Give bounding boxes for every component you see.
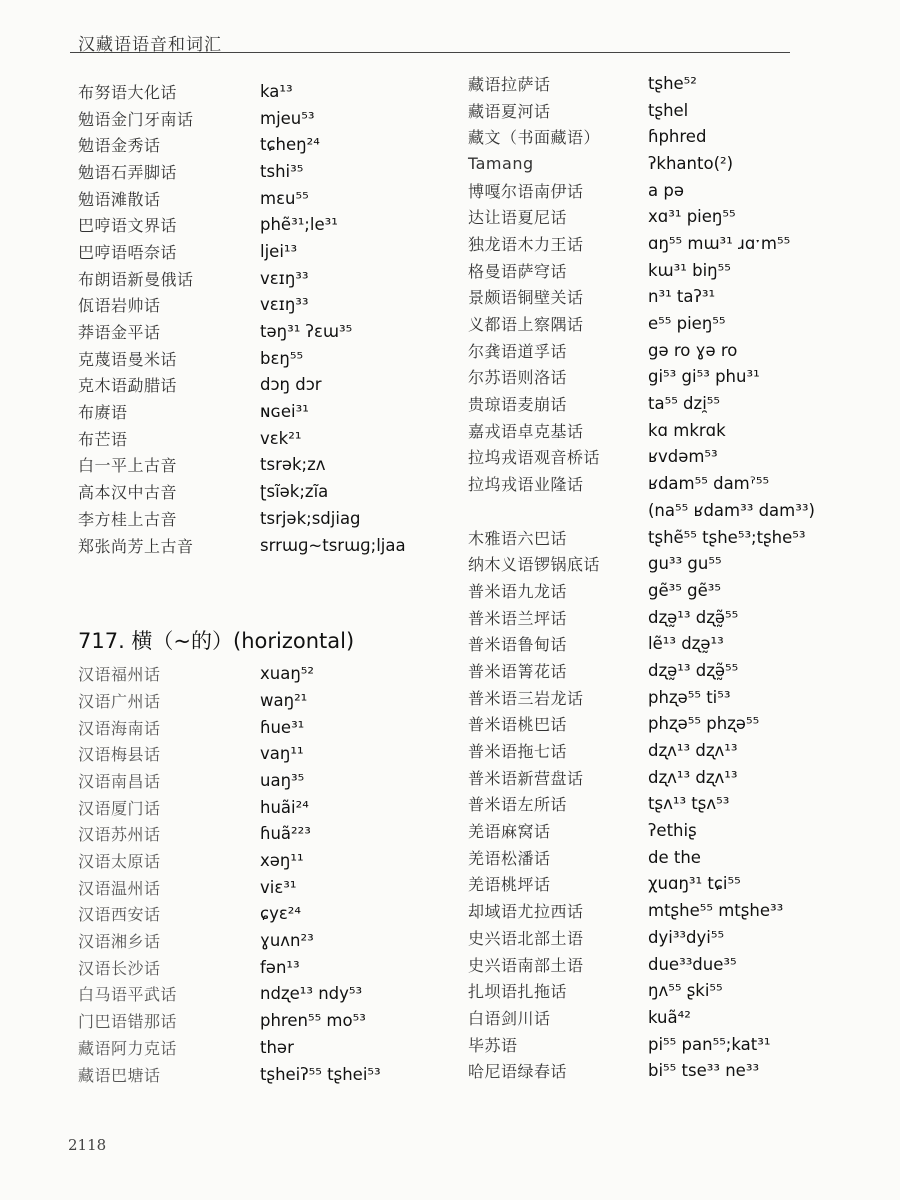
phonetic-form: de the bbox=[648, 847, 701, 867]
phonetic-form: vaŋ¹¹ bbox=[260, 744, 304, 764]
phonetic-form: ɑŋ⁵⁵ mɯ³¹ ɹɑˑm⁵⁵ bbox=[648, 233, 791, 253]
language-name: 普米语箐花话 bbox=[468, 661, 568, 681]
entry-list-right bbox=[468, 70, 868, 1084]
language-name: 勉语金秀话 bbox=[78, 136, 161, 156]
entry-row bbox=[78, 1061, 448, 1088]
language-name: 佤语岩帅话 bbox=[78, 296, 161, 316]
phonetic-form: ʁvdəm⁵³ bbox=[648, 447, 718, 467]
phonetic-form: kɯ³¹ biŋ⁵⁵ bbox=[648, 260, 731, 280]
entry-row bbox=[468, 764, 868, 791]
language-name: 拉坞戎语观音桥话 bbox=[468, 448, 601, 468]
entry-row bbox=[78, 660, 448, 687]
entry-row bbox=[78, 740, 448, 767]
header-rule bbox=[70, 52, 790, 53]
phonetic-form: ka¹³ bbox=[260, 81, 293, 101]
entry-row bbox=[78, 901, 448, 928]
language-name: 汉语厦门话 bbox=[78, 798, 161, 818]
phonetic-form: lẽ¹³ dʐə̰¹³ bbox=[648, 634, 724, 654]
phonetic-form: tsrək;zʌ bbox=[260, 455, 326, 475]
entry-row bbox=[78, 981, 448, 1008]
entry-row bbox=[468, 1057, 868, 1084]
phonetic-form: ʔethiʂ bbox=[648, 821, 697, 841]
entry-row bbox=[468, 257, 868, 284]
language-name: 门巴语错那话 bbox=[78, 1012, 178, 1032]
language-name: 却域语尤拉西话 bbox=[468, 902, 584, 922]
language-name: 格曼语萨穹话 bbox=[468, 261, 568, 281]
phonetic-form: tsrjək;sdjiag bbox=[260, 508, 361, 528]
phonetic-form: xuaŋ⁵² bbox=[260, 664, 315, 684]
entry-row bbox=[468, 711, 868, 738]
language-name: 普米语鲁甸话 bbox=[468, 635, 568, 655]
entry-row bbox=[78, 927, 448, 954]
language-name: Tamang bbox=[468, 153, 534, 173]
phonetic-form: (na⁵⁵ ʁdam³³ dam³³) bbox=[648, 500, 815, 520]
phonetic-form: ɦuã²²³ bbox=[260, 824, 311, 844]
entry-row bbox=[78, 158, 448, 185]
entry-row bbox=[78, 1007, 448, 1034]
phonetic-form: a pə bbox=[648, 180, 684, 200]
entry-row bbox=[468, 791, 868, 818]
phonetic-form: tɕheŋ²⁴ bbox=[260, 135, 320, 155]
phonetic-form: bi⁵⁵ tse³³ ne³³ bbox=[648, 1061, 760, 1081]
phonetic-form: ɦue³¹ bbox=[260, 717, 305, 737]
language-name: 莽语金平话 bbox=[78, 323, 161, 343]
phonetic-form: təŋ³¹ ʔɛɯ³⁵ bbox=[260, 322, 353, 342]
language-name: 藏语阿力克话 bbox=[78, 1038, 178, 1058]
phonetic-form: tʂhel bbox=[648, 100, 689, 120]
language-name: 高本汉中古音 bbox=[78, 483, 178, 503]
phonetic-form: viɛ³¹ bbox=[260, 877, 297, 897]
language-name: 巴哼语文界话 bbox=[78, 216, 178, 236]
language-name: 克木语勐腊话 bbox=[78, 376, 178, 396]
phonetic-form: dʐə̰¹³ dʐə̰̃⁵⁵ bbox=[648, 660, 739, 680]
entry-row bbox=[468, 364, 868, 391]
phonetic-form: kɑ mkrɑk bbox=[648, 420, 726, 440]
phonetic-form: dyi³³dyi⁵⁵ bbox=[648, 927, 725, 947]
language-name: 普米语左所话 bbox=[468, 795, 568, 815]
language-name: 勉语金门牙南话 bbox=[78, 109, 194, 129]
language-name: 尔苏语则洛话 bbox=[468, 368, 568, 388]
language-name: 史兴语北部土语 bbox=[468, 928, 584, 948]
language-name: 白语剑川话 bbox=[468, 1008, 551, 1028]
entry-row bbox=[78, 452, 448, 479]
phonetic-form: ɕyɛ²⁴ bbox=[260, 904, 301, 924]
section-spacer bbox=[78, 558, 448, 620]
phonetic-form: fən¹³ bbox=[260, 957, 300, 977]
language-name: 汉语南昌话 bbox=[78, 771, 161, 791]
entry-row bbox=[78, 238, 448, 265]
language-name: 普米语新营盘话 bbox=[468, 768, 584, 788]
entry-row bbox=[78, 292, 448, 319]
language-name: 尔龚语道孚话 bbox=[468, 341, 568, 361]
language-name: 拉坞戎语业隆话 bbox=[468, 475, 584, 495]
entry-row bbox=[468, 524, 868, 551]
phonetic-form: tʂhe⁵² bbox=[648, 73, 697, 93]
phonetic-form: srrɯɡ~tsrɯɡ;ljaa bbox=[260, 535, 406, 555]
entry-row bbox=[468, 1004, 868, 1031]
entry-row bbox=[468, 737, 868, 764]
phonetic-form: gẽ³⁵ gẽ³⁵ bbox=[648, 580, 721, 600]
phonetic-form: gu³³ gu⁵⁵ bbox=[648, 554, 722, 574]
entry-row bbox=[468, 470, 868, 497]
phonetic-form: mɛu⁵⁵ bbox=[260, 188, 309, 208]
entry-row bbox=[78, 425, 448, 452]
entry-row bbox=[468, 897, 868, 924]
entry-row bbox=[468, 497, 868, 524]
phonetic-form: ŋʌ⁵⁵ ʂki⁵⁵ bbox=[648, 981, 723, 1001]
phonetic-form: ɴɢei³¹ bbox=[260, 402, 309, 422]
entry-row bbox=[468, 977, 868, 1004]
phonetic-form: mjeu⁵³ bbox=[260, 108, 315, 128]
language-name: 扎坝语扎拖话 bbox=[468, 982, 568, 1002]
language-name: 普米语兰坪话 bbox=[468, 608, 568, 628]
language-name: 贵琼语麦崩话 bbox=[468, 395, 568, 415]
phonetic-form: xəŋ¹¹ bbox=[260, 851, 304, 871]
entry-list-horizontal bbox=[78, 660, 448, 1087]
phonetic-form: due³³due³⁵ bbox=[648, 954, 737, 974]
entry-row bbox=[468, 230, 868, 257]
language-name: 羌语桃坪话 bbox=[468, 875, 551, 895]
phonetic-form: dʐʌ¹³ dʐʌ¹³ bbox=[648, 741, 738, 761]
language-name: 布朗语新曼俄话 bbox=[78, 269, 194, 289]
entry-row bbox=[78, 505, 448, 532]
language-name: 普米语九龙话 bbox=[468, 581, 568, 601]
entry-row bbox=[468, 284, 868, 311]
phonetic-form: ta⁵⁵ dzi̯⁵⁵ bbox=[648, 394, 721, 414]
entry-row bbox=[78, 847, 448, 874]
phonetic-form: ɣuʌn²³ bbox=[260, 931, 314, 951]
running-header: 汉藏语语音和词汇 bbox=[78, 35, 222, 55]
language-name: 汉语苏州话 bbox=[78, 825, 161, 845]
language-name: 巴哼语唔奈话 bbox=[78, 242, 178, 262]
phonetic-form: tʂheiʔ⁵⁵ tʂhei⁵³ bbox=[260, 1064, 381, 1084]
language-name: 羌语麻窝话 bbox=[468, 822, 551, 842]
language-name: 羌语松潘话 bbox=[468, 848, 551, 868]
entry-row bbox=[468, 390, 868, 417]
language-name: 李方桂上古音 bbox=[78, 509, 178, 529]
entry-row bbox=[78, 687, 448, 714]
phonetic-form: tshi³⁵ bbox=[260, 161, 304, 181]
language-name: 克蔑语曼米话 bbox=[78, 349, 178, 369]
entry-row bbox=[78, 532, 448, 559]
phonetic-form: mtʂhe⁵⁵ mtʂhe³³ bbox=[648, 901, 784, 921]
language-name: 布芒语 bbox=[78, 429, 128, 449]
phonetic-form: ʁdam⁵⁵ damˀ⁵⁵ bbox=[648, 474, 770, 494]
phonetic-form: bɛŋ⁵⁵ bbox=[260, 348, 304, 368]
phonetic-form: ljei¹³ bbox=[260, 241, 298, 261]
entry-row bbox=[468, 684, 868, 711]
entry-row bbox=[468, 657, 868, 684]
entry-row bbox=[468, 444, 868, 471]
phonetic-form: gə ro ɣə ro bbox=[648, 340, 738, 360]
phonetic-form: n³¹ taʔ³¹ bbox=[648, 287, 716, 307]
entry-row bbox=[78, 398, 448, 425]
phonetic-form: phʐə⁵⁵ phʐə⁵⁵ bbox=[648, 714, 760, 734]
entry-row bbox=[468, 577, 868, 604]
phonetic-form: phẽ³¹;le³¹ bbox=[260, 215, 338, 235]
phonetic-form: pi⁵⁵ pan⁵⁵;kat³¹ bbox=[648, 1034, 771, 1054]
phonetic-form: uaŋ³⁵ bbox=[260, 770, 305, 790]
phonetic-form: vɛɪŋ³³ bbox=[260, 295, 309, 315]
phonetic-form: dɔŋ dɔr bbox=[260, 375, 322, 395]
entry-row bbox=[78, 1034, 448, 1061]
phonetic-form: vɛk²¹ bbox=[260, 428, 302, 448]
language-name: 汉语西安话 bbox=[78, 905, 161, 925]
language-name: 白马语平武话 bbox=[78, 985, 178, 1005]
phonetic-form: phʐə⁵⁵ ti⁵³ bbox=[648, 687, 731, 707]
language-name: 嘉戎语卓克基话 bbox=[468, 421, 584, 441]
language-name: 汉语温州话 bbox=[78, 878, 161, 898]
phonetic-form: waŋ²¹ bbox=[260, 690, 308, 710]
entry-row bbox=[468, 817, 868, 844]
language-name: 史兴语南部土语 bbox=[468, 955, 584, 975]
entry-row bbox=[78, 794, 448, 821]
phonetic-form: ndʐe¹³ ndy⁵³ bbox=[260, 984, 363, 1004]
entry-row bbox=[78, 131, 448, 158]
entry-row bbox=[468, 417, 868, 444]
phonetic-form: phren⁵⁵ mo⁵³ bbox=[260, 1011, 366, 1031]
entry-row bbox=[468, 203, 868, 230]
phonetic-form: gi⁵³ gi⁵³ phu³¹ bbox=[648, 367, 760, 387]
entry-row bbox=[78, 265, 448, 292]
entry-row bbox=[78, 105, 448, 132]
language-name: 郑张尚芳上古音 bbox=[78, 536, 194, 556]
language-name: 藏语夏河话 bbox=[468, 101, 551, 121]
page-number: 2118 bbox=[68, 1136, 107, 1154]
phonetic-form: tʂʌ¹³ tʂʌ⁵³ bbox=[648, 794, 730, 814]
phonetic-form: tʂhẽ⁵⁵ tʂhe⁵³;tʂhe⁵³ bbox=[648, 527, 806, 547]
language-name: 汉语太原话 bbox=[78, 852, 161, 872]
entry-row bbox=[468, 337, 868, 364]
language-name: 汉语长沙话 bbox=[78, 958, 161, 978]
entry-row bbox=[468, 604, 868, 631]
language-name: 纳木义语锣锅底话 bbox=[468, 555, 601, 575]
language-name: 普米语拖七话 bbox=[468, 742, 568, 762]
language-name: 义都语上察隅话 bbox=[468, 315, 584, 335]
language-name: 布赓语 bbox=[78, 403, 128, 423]
entry-row bbox=[468, 70, 868, 97]
entry-row bbox=[468, 550, 868, 577]
entry-row bbox=[468, 177, 868, 204]
phonetic-form: xɑ³¹ pieŋ⁵⁵ bbox=[648, 207, 736, 227]
language-name: 景颇语铜壁关话 bbox=[468, 288, 584, 308]
entry-row bbox=[78, 345, 448, 372]
entry-row bbox=[78, 211, 448, 238]
entry-row bbox=[468, 123, 868, 150]
language-name: 汉语福州话 bbox=[78, 665, 161, 685]
language-name: 勉语石弄脚话 bbox=[78, 162, 178, 182]
language-name: 哈尼语绿春话 bbox=[468, 1062, 568, 1082]
entry-row bbox=[78, 714, 448, 741]
language-name: 汉语湘乡话 bbox=[78, 932, 161, 952]
left-column bbox=[78, 78, 448, 1087]
entry-row bbox=[78, 185, 448, 212]
entry-row bbox=[468, 871, 868, 898]
entry-row bbox=[78, 874, 448, 901]
language-name: 汉语广州话 bbox=[78, 691, 161, 711]
language-name: 博嘎尔语南伊话 bbox=[468, 181, 584, 201]
language-name: 毕苏语 bbox=[468, 1035, 518, 1055]
section-heading: 717. 横（~的）(horizontal) bbox=[78, 629, 355, 654]
entry-row bbox=[78, 954, 448, 981]
entry-row bbox=[468, 150, 868, 177]
entry-row bbox=[78, 478, 448, 505]
entry-row bbox=[468, 844, 868, 871]
entry-row bbox=[468, 97, 868, 124]
entry-row bbox=[468, 951, 868, 978]
language-name: 汉语梅县话 bbox=[78, 745, 161, 765]
phonetic-form: ʔkhanto(²) bbox=[648, 153, 734, 173]
language-name: 汉语海南话 bbox=[78, 718, 161, 738]
language-name: 达让语夏尼话 bbox=[468, 208, 568, 228]
language-name: 普米语桃巴话 bbox=[468, 715, 568, 735]
language-name: 白一平上古音 bbox=[78, 456, 178, 476]
right-column bbox=[468, 70, 868, 1084]
phonetic-form: thər bbox=[260, 1037, 294, 1057]
entry-row bbox=[78, 78, 448, 105]
entry-row bbox=[468, 1031, 868, 1058]
entry-row bbox=[78, 318, 448, 345]
phonetic-form: ɦphred bbox=[648, 127, 707, 147]
phonetic-form: kuã⁴² bbox=[648, 1007, 691, 1027]
entry-row bbox=[78, 821, 448, 848]
phonetic-form: huãi²⁴ bbox=[260, 797, 309, 817]
language-name: 木雅语六巴话 bbox=[468, 528, 568, 548]
phonetic-form: ʈsĩək;zĩa bbox=[260, 482, 329, 502]
phonetic-form: dʐʌ¹³ dʐʌ¹³ bbox=[648, 767, 738, 787]
language-name: 藏语巴塘话 bbox=[78, 1065, 161, 1085]
entry-list-previous bbox=[78, 78, 448, 558]
language-name: 藏文（书面藏语） bbox=[468, 128, 601, 148]
entry-row bbox=[468, 310, 868, 337]
language-name: 布努语大化话 bbox=[78, 82, 178, 102]
entry-row bbox=[78, 372, 448, 399]
language-name: 藏语拉萨话 bbox=[468, 74, 551, 94]
entry-row bbox=[468, 924, 868, 951]
phonetic-form: e⁵⁵ pieŋ⁵⁵ bbox=[648, 314, 726, 334]
language-name: 普米语三岩龙话 bbox=[468, 688, 584, 708]
phonetic-form: dʐə̰¹³ dʐə̰̃⁵⁵ bbox=[648, 607, 739, 627]
language-name: 独龙语木力王话 bbox=[468, 234, 584, 254]
phonetic-form: vɛɪŋ³³ bbox=[260, 268, 309, 288]
entry-row bbox=[468, 630, 868, 657]
phonetic-form: χuɑŋ³¹ tɕi⁵⁵ bbox=[648, 874, 741, 894]
entry-row bbox=[78, 767, 448, 794]
language-name: 勉语滩散话 bbox=[78, 189, 161, 209]
